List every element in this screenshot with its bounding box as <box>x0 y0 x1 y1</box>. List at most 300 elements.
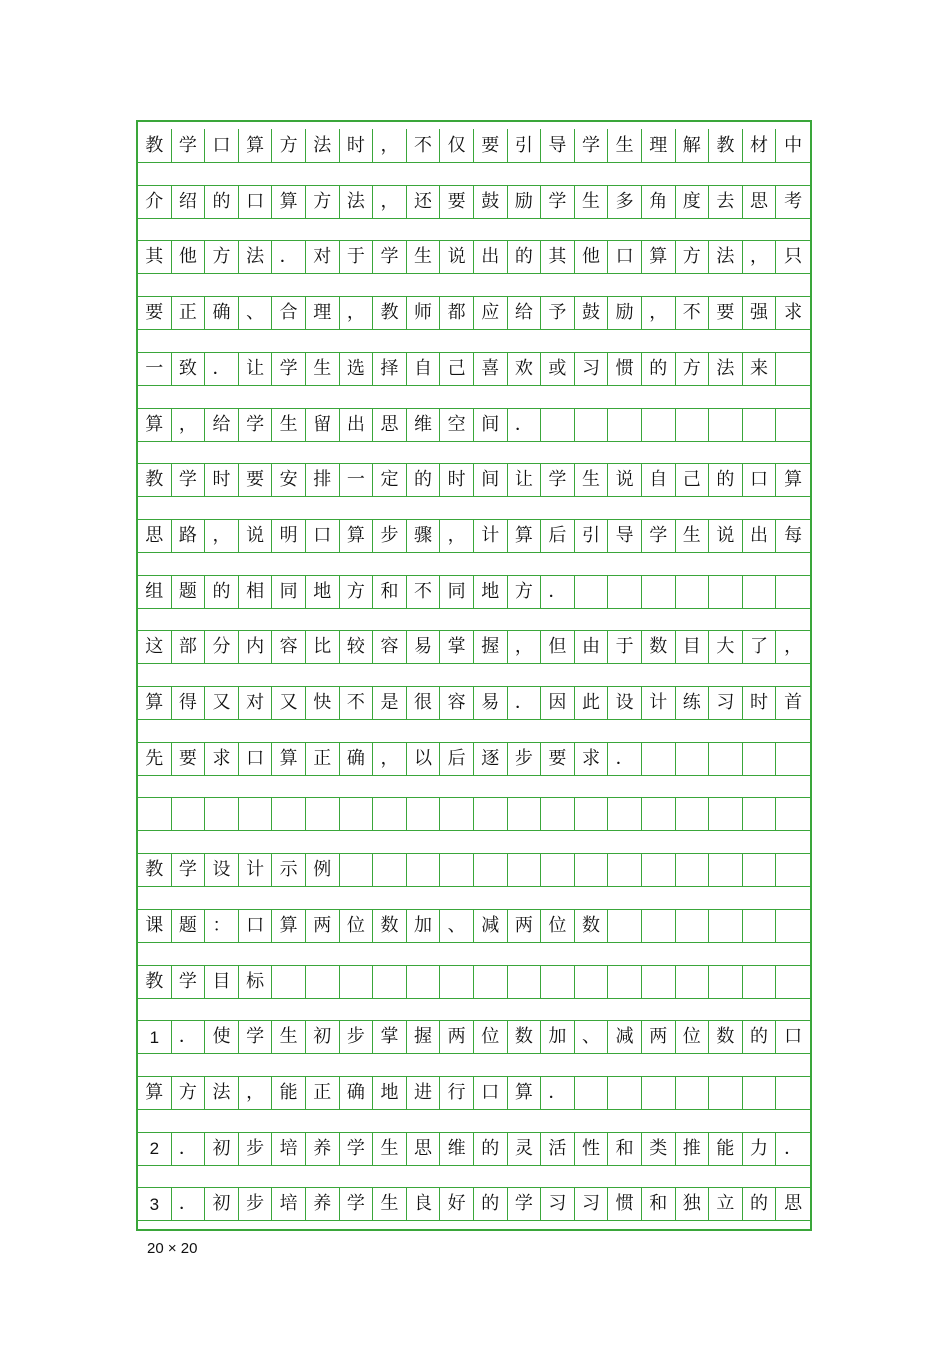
grid-cell: 两 <box>440 1021 474 1053</box>
grid-cell: 还 <box>407 186 441 218</box>
grid-cell: 算 <box>239 129 273 162</box>
grid-cell: 要 <box>172 743 206 775</box>
grid-cell <box>776 910 810 942</box>
grid-cell: 教 <box>138 129 172 162</box>
grid-cell: 明 <box>272 520 306 552</box>
grid-cell: 应 <box>474 297 508 329</box>
grid-cell: 行 <box>440 1077 474 1109</box>
grid-cell: 的 <box>743 1021 777 1053</box>
grid-cell: 好 <box>440 1188 474 1220</box>
grid-cell <box>608 854 642 886</box>
grid-cell: ． <box>205 353 239 385</box>
grid-cell: 数 <box>373 910 407 942</box>
grid-cell: 来 <box>743 353 777 385</box>
grid-cell: 快 <box>306 687 340 719</box>
grid-cell: 都 <box>440 297 474 329</box>
grid-cell: 容 <box>272 631 306 663</box>
grid-cell <box>776 798 810 830</box>
grid-cell: 他 <box>172 241 206 273</box>
grid-cell: 养 <box>306 1133 340 1165</box>
grid-cell: 不 <box>676 297 710 329</box>
grid-cell: ， <box>508 631 542 663</box>
grid-cell: 不 <box>407 576 441 608</box>
grid-cell: 一 <box>138 353 172 385</box>
grid-cell: 又 <box>272 687 306 719</box>
grid-cell: 能 <box>272 1077 306 1109</box>
grid-cell: 导 <box>608 520 642 552</box>
manuscript-grid-paper <box>136 120 812 1231</box>
grid-cell: 相 <box>239 576 273 608</box>
grid-cell: ， <box>784 636 803 658</box>
grid-cell: 类 <box>642 1133 676 1165</box>
grid-cell: 学 <box>508 1188 542 1220</box>
grid-cell: 教 <box>138 464 172 496</box>
grid-cell: 说 <box>440 241 474 273</box>
grid-cell <box>239 798 273 830</box>
grid-cell: 于 <box>608 631 642 663</box>
grid-cell: ： <box>205 910 239 942</box>
grid-cell <box>776 966 810 998</box>
grid-cell: ． <box>608 743 642 775</box>
grid-cell: 思 <box>373 409 407 441</box>
grid-cell: 生 <box>575 464 609 496</box>
grid-cell <box>743 1077 777 1109</box>
grid-cell: 握 <box>407 1021 441 1053</box>
grid-cell: 设 <box>205 854 239 886</box>
grid-cell: 加 <box>541 1021 575 1053</box>
grid-cell: 教 <box>709 129 743 162</box>
grid-row <box>138 1076 810 1110</box>
grid-cell <box>608 1077 642 1109</box>
grid-cell: 师 <box>407 297 441 329</box>
grid-cell: 法 <box>709 353 743 385</box>
grid-cell: 每 <box>784 524 803 546</box>
grid-cell: 地 <box>373 1077 407 1109</box>
grid-cell <box>709 854 743 886</box>
grid-cell <box>272 798 306 830</box>
grid-cell: 培 <box>272 1188 306 1220</box>
grid-cell <box>138 798 172 830</box>
grid-cell: ， <box>743 241 777 273</box>
grid-cell: 求 <box>575 743 609 775</box>
grid-cell: 口 <box>608 241 642 273</box>
grid-cell: 数 <box>709 1021 743 1053</box>
grid-row <box>138 1020 810 1054</box>
grid-cell: 由 <box>575 631 609 663</box>
grid-cell <box>642 966 676 998</box>
grid-cell: 易 <box>407 631 441 663</box>
grid-row <box>138 909 810 943</box>
grid-cell: 学 <box>172 129 206 162</box>
grid-cell: 不 <box>340 687 374 719</box>
grid-cell: 思 <box>743 186 777 218</box>
grid-cell: 力 <box>743 1133 777 1165</box>
grid-cell <box>575 576 609 608</box>
grid-cell: 方 <box>172 1077 206 1109</box>
grid-cell: 方 <box>508 576 542 608</box>
grid-cell: 出 <box>474 241 508 273</box>
grid-cell: 这 <box>138 631 172 663</box>
grid-cell <box>642 910 676 942</box>
grid-row <box>138 240 810 274</box>
grid-cell: 方 <box>676 353 710 385</box>
grid-cell: 惯 <box>608 353 642 385</box>
grid-row <box>138 575 810 609</box>
grid-cell: 容 <box>440 687 474 719</box>
grid-cell <box>373 966 407 998</box>
grid-cell: 又 <box>205 687 239 719</box>
grid-cell: 生 <box>272 409 306 441</box>
grid-cell: 目 <box>676 631 710 663</box>
grid-cell <box>676 910 710 942</box>
grid-cell: 设 <box>608 687 642 719</box>
grid-cell: 步 <box>508 743 542 775</box>
grid-cell <box>340 798 374 830</box>
grid-cell: 和 <box>642 1188 676 1220</box>
grid-cell <box>709 576 743 608</box>
grid-cell: 理 <box>642 129 676 162</box>
grid-cell: 己 <box>676 464 710 496</box>
grid-row <box>138 1187 810 1221</box>
grid-cell: 生 <box>676 520 710 552</box>
grid-row <box>138 965 810 999</box>
grid-cell <box>575 409 609 441</box>
grid-cell: 算 <box>272 186 306 218</box>
grid-cell: 加 <box>407 910 441 942</box>
grid-cell: 位 <box>676 1021 710 1053</box>
grid-cell: 让 <box>508 464 542 496</box>
grid-cell: 要 <box>440 186 474 218</box>
grid-cell: 使 <box>205 1021 239 1053</box>
grid-cell <box>642 798 676 830</box>
grid-cell <box>440 798 474 830</box>
grid-cell: ， <box>440 520 474 552</box>
grid-row <box>138 408 810 442</box>
grid-cell: ， <box>373 129 407 162</box>
grid-cell: 排 <box>306 464 340 496</box>
grid-cell: 初 <box>205 1133 239 1165</box>
grid-cell: 方 <box>306 186 340 218</box>
grid-cell: 学 <box>239 409 273 441</box>
grid-cell: 同 <box>440 576 474 608</box>
grid-cell: 但 <box>541 631 575 663</box>
grid-cell: 法 <box>306 129 340 162</box>
grid-cell: 的 <box>407 464 441 496</box>
grid-row <box>138 352 810 386</box>
grid-cell: 较 <box>340 631 374 663</box>
grid-cell <box>306 966 340 998</box>
grid-cell: 正 <box>172 297 206 329</box>
grid-cell <box>676 576 710 608</box>
grid-cell: 法 <box>239 241 273 273</box>
grid-cell: 数 <box>642 631 676 663</box>
grid-cell <box>709 966 743 998</box>
grid-cell: 同 <box>272 576 306 608</box>
grid-cell: 自 <box>642 464 676 496</box>
grid-cell: 良 <box>407 1188 441 1220</box>
grid-cell: 教 <box>373 297 407 329</box>
grid-cell: 、 <box>239 297 273 329</box>
grid-cell <box>608 576 642 608</box>
grid-row <box>138 296 810 330</box>
grid-cell <box>407 966 441 998</box>
grid-cell: 的 <box>205 576 239 608</box>
grid-cell: 法 <box>205 1077 239 1109</box>
grid-cell <box>575 798 609 830</box>
grid-cell <box>608 966 642 998</box>
grid-cell: 教 <box>138 854 172 886</box>
grid-cell: 致 <box>172 353 206 385</box>
grid-cell: 内 <box>239 631 273 663</box>
grid-cell: 时 <box>440 464 474 496</box>
grid-cell <box>743 854 777 886</box>
grid-cell: 思 <box>407 1133 441 1165</box>
grid-cell: 口 <box>239 743 273 775</box>
grid-cell: 两 <box>642 1021 676 1053</box>
grid-cell: 鼓 <box>474 186 508 218</box>
grid-cell: 计 <box>642 687 676 719</box>
grid-row <box>138 129 810 163</box>
grid-cell: 让 <box>239 353 273 385</box>
grid-cell: 得 <box>172 687 206 719</box>
grid-cell <box>743 798 777 830</box>
grid-cell: 求 <box>784 302 803 324</box>
grid-cell: 算 <box>508 520 542 552</box>
grid-cell <box>340 966 374 998</box>
grid-cell: 口 <box>239 910 273 942</box>
grid-cell: 数 <box>508 1021 542 1053</box>
grid-cell: 了 <box>743 631 777 663</box>
grid-cell: 2 <box>138 1133 172 1165</box>
grid-cell: 时 <box>340 129 374 162</box>
grid-cell: 绍 <box>172 186 206 218</box>
grid-cell: ， <box>642 297 676 329</box>
grid-cell: 活 <box>541 1133 575 1165</box>
grid-cell <box>407 798 441 830</box>
grid-cell: 因 <box>541 687 575 719</box>
grid-cell <box>272 966 306 998</box>
grid-cell <box>642 409 676 441</box>
grid-cell: 示 <box>272 854 306 886</box>
grid-cell: 算 <box>784 469 803 491</box>
grid-cell: 确 <box>340 743 374 775</box>
grid-cell: 生 <box>272 1021 306 1053</box>
grid-cell: 方 <box>272 129 306 162</box>
grid-cell <box>306 798 340 830</box>
grid-cell <box>440 854 474 886</box>
grid-cell: 性 <box>575 1133 609 1165</box>
grid-cell: 算 <box>138 687 172 719</box>
grid-cell <box>541 409 575 441</box>
grid-cell: 步 <box>239 1133 273 1165</box>
grid-cell: 要 <box>541 743 575 775</box>
grid-cell: 比 <box>306 631 340 663</box>
grid-cell: 组 <box>138 576 172 608</box>
grid-cell: 后 <box>541 520 575 552</box>
grid-cell: 习 <box>709 687 743 719</box>
grid-cell: 习 <box>575 353 609 385</box>
grid-cell: 留 <box>306 409 340 441</box>
grid-cell: 两 <box>508 910 542 942</box>
grid-cell: 的 <box>709 464 743 496</box>
grid-cell: 首 <box>784 692 803 713</box>
grid-cell: 学 <box>642 520 676 552</box>
grid-cell: 出 <box>340 409 374 441</box>
grid-cell: 他 <box>575 241 609 273</box>
grid-cell: 确 <box>340 1077 374 1109</box>
grid-cell: 初 <box>205 1188 239 1220</box>
grid-cell: 掌 <box>373 1021 407 1053</box>
grid-cell: 生 <box>373 1188 407 1220</box>
grid-cell: 容 <box>373 631 407 663</box>
grid-cell: 导 <box>541 129 575 162</box>
grid-cell <box>608 910 642 942</box>
grid-cell <box>709 1077 743 1109</box>
grid-cell: 算 <box>340 520 374 552</box>
grid-cell: 间 <box>474 464 508 496</box>
grid-cell: 推 <box>676 1133 710 1165</box>
grid-cell <box>676 743 710 775</box>
grid-cell: 方 <box>676 241 710 273</box>
grid-cell: 的 <box>474 1188 508 1220</box>
grid-cell: 角 <box>642 186 676 218</box>
grid-cell: ． <box>172 1133 206 1165</box>
grid-cell: 要 <box>138 297 172 329</box>
grid-cell: ， <box>373 186 407 218</box>
grid-cell: 安 <box>272 464 306 496</box>
grid-cell: 说 <box>709 520 743 552</box>
grid-cell: 正 <box>306 743 340 775</box>
grid-cell: 算 <box>272 743 306 775</box>
grid-cell <box>776 743 810 775</box>
grid-cell: 学 <box>172 464 206 496</box>
grid-cell: 一 <box>340 464 374 496</box>
grid-cell <box>642 743 676 775</box>
grid-cell: 生 <box>373 1133 407 1165</box>
grid-cell: 生 <box>608 129 642 162</box>
grid-cell: 方 <box>205 241 239 273</box>
grid-cell: 励 <box>608 297 642 329</box>
grid-cell: 理 <box>306 297 340 329</box>
grid-cell: 生 <box>575 186 609 218</box>
grid-row <box>138 185 810 219</box>
grid-cell: 步 <box>340 1021 374 1053</box>
grid-row <box>138 797 810 831</box>
grid-cell: 喜 <box>474 353 508 385</box>
grid-cell: 中 <box>784 134 803 156</box>
grid-cell: ． <box>172 1021 206 1053</box>
grid-cell: 选 <box>340 353 374 385</box>
grid-cell: 位 <box>340 910 374 942</box>
grid-size-label: 20 × 20 <box>147 1240 198 1257</box>
grid-cell: 很 <box>407 687 441 719</box>
grid-cell: 学 <box>340 1133 374 1165</box>
grid-cell: 要 <box>474 129 508 162</box>
grid-cell: 标 <box>239 966 273 998</box>
grid-cell: 空 <box>440 409 474 441</box>
grid-cell: 口 <box>474 1077 508 1109</box>
grid-cell: ． <box>541 1077 575 1109</box>
grid-cell <box>541 854 575 886</box>
grid-cell: 灵 <box>508 1133 542 1165</box>
grid-cell: 的 <box>642 353 676 385</box>
grid-cell: 减 <box>608 1021 642 1053</box>
grid-cell: ， <box>205 520 239 552</box>
grid-cell <box>508 854 542 886</box>
grid-cell <box>541 966 575 998</box>
grid-cell: 正 <box>306 1077 340 1109</box>
grid-cell: 题 <box>172 910 206 942</box>
grid-cell: 其 <box>138 241 172 273</box>
grid-cell: 口 <box>743 464 777 496</box>
grid-cell: 维 <box>407 409 441 441</box>
grid-cell: 间 <box>474 409 508 441</box>
grid-cell: 定 <box>373 464 407 496</box>
grid-row <box>138 630 810 664</box>
grid-cell <box>172 798 206 830</box>
grid-cell: 题 <box>172 576 206 608</box>
grid-cell <box>373 798 407 830</box>
grid-cell <box>642 576 676 608</box>
grid-cell <box>508 966 542 998</box>
grid-cell: 对 <box>306 241 340 273</box>
grid-cell: 思 <box>784 1193 803 1215</box>
grid-cell: 对 <box>239 687 273 719</box>
grid-cell: 说 <box>608 464 642 496</box>
grid-cell: 惯 <box>608 1188 642 1220</box>
grid-cell: 算 <box>138 1077 172 1109</box>
grid-cell <box>508 798 542 830</box>
grid-cell: 予 <box>541 297 575 329</box>
grid-cell: 于 <box>340 241 374 273</box>
grid-cell <box>676 854 710 886</box>
grid-cell: 学 <box>172 966 206 998</box>
grid-cell: 强 <box>743 297 777 329</box>
grid-cell: 算 <box>642 241 676 273</box>
grid-cell <box>407 854 441 886</box>
grid-cell: 3 <box>138 1188 172 1220</box>
grid-cell: ． <box>508 687 542 719</box>
grid-cell: 法 <box>709 241 743 273</box>
grid-cell: 生 <box>407 241 441 273</box>
grid-cell: 确 <box>205 297 239 329</box>
grid-cell: 多 <box>608 186 642 218</box>
grid-cell: 计 <box>474 520 508 552</box>
grid-cell: 后 <box>440 743 474 775</box>
grid-cell: 法 <box>340 186 374 218</box>
grid-cell: 要 <box>709 297 743 329</box>
grid-cell: 学 <box>541 186 575 218</box>
grid-cell: 去 <box>709 186 743 218</box>
grid-cell <box>373 854 407 886</box>
grid-cell: 是 <box>373 687 407 719</box>
grid-row <box>138 686 810 720</box>
grid-row <box>138 519 810 553</box>
grid-cell: 掌 <box>440 631 474 663</box>
grid-cell <box>440 966 474 998</box>
grid-row <box>138 1132 810 1166</box>
grid-cell: 算 <box>272 910 306 942</box>
grid-cell: 说 <box>239 520 273 552</box>
grid-cell <box>676 1077 710 1109</box>
grid-cell: 求 <box>205 743 239 775</box>
grid-cell: 学 <box>340 1188 374 1220</box>
grid-cell: 仅 <box>440 129 474 162</box>
grid-cell: 口 <box>784 1026 803 1048</box>
grid-cell <box>575 1077 609 1109</box>
grid-cell: 给 <box>508 297 542 329</box>
grid-cell: 方 <box>340 576 374 608</box>
